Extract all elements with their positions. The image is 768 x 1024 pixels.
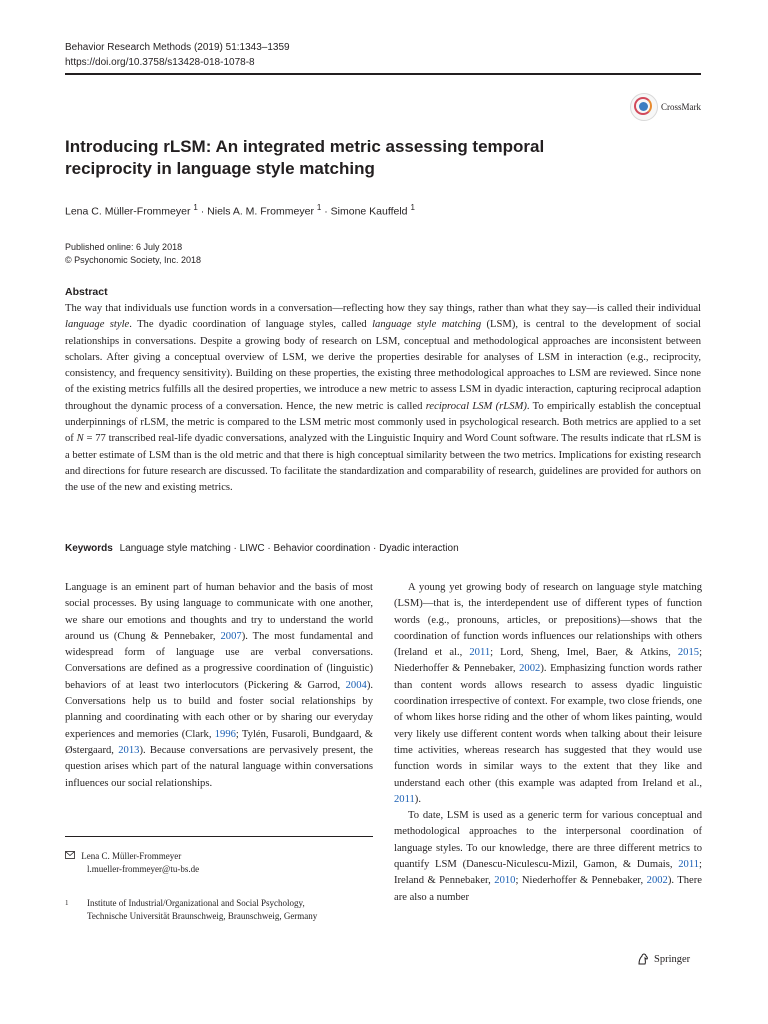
abstract-heading: Abstract (65, 286, 108, 298)
citation-link[interactable]: 2010 (494, 875, 516, 887)
correspondence (65, 850, 199, 876)
paragraph: Language is an eminent part of human behavior and the basis of most social processes. By using language to communicate with one another, we share our emotions and thoughts and try to understand the world around us (Chung & Pennebaker, 2007). The most fundamental and widespread form of language use are verbal conversations. Conversations are defined as a progressive coordination of (linguistic) behaviors of at least two interlocutors (Pickering & Garrod, 2004). Conversations help us to build and foster social relationships by planning and coordinating with each other or by sharing our everyday experiences and memories (Clark, 1996; Tylén, Fusaroli, Bundgaard, & Østergaard, 2013). Because conversations are pervasively present, the question arises which part of the natural language within conversations influences our social relationships. (65, 582, 373, 789)
author-affil-sup: 1 (410, 203, 415, 212)
affiliation-line: Technische Universität Braunschweig, Braunschweig, Germany (87, 911, 318, 921)
body-column-left (65, 580, 373, 792)
footnote-rule (65, 836, 373, 837)
doi-link[interactable]: https://doi.org/10.3758/s13428-018-1078-8 (65, 57, 255, 68)
publication-info (65, 241, 201, 267)
abstract-body: The way that individuals use function words in a conversation—reflecting how they say things, rather than what they say—is called their individual language style. The dyadic coordination of language styles, called language style matching (LSM), is central to the development of social relationships in conversations. Despite a growing body of research on LSM, conceptual and methodological approaches are inconsistent between scholars. After giving a conceptual overview of LSM, we derive the properties desirable for analyses of LSM in interaction (e.g., reciprocity, consistency, and frequency sensitivity). Building on these properties, the existing three methodological approaches to LSM are reviewed. Since none of the existing metrics fulfills all the desired properties, we introduce a new metric to assess LSM in dyadic interaction, capturing reciprocal adaption throughout the dynamic process of a conversation. Hence, the new metric is called reciprocal LSM (rLSM). To empirically establish the conceptual underpinnings of rLSM, the metric is compared to the LSM metric most commonly used in psychological research. Both metrics are applied to a set of N = 77 transcribed real-life dyadic conversations, analyzed with the Linguistic Inquiry and Word Count software. The results indicate that rLSM is a better estimate of LSM than is the old metric and that there is high conceptual similarity between the two metrics. Implications for existing research and directions for future research are discussed. To facilitate the standardization and comparability of research, guidelines are provided for authors on the use of the new and existing metrics. (65, 303, 702, 494)
author-separator: · (324, 205, 328, 218)
citation-link[interactable]: 2011 (469, 647, 491, 659)
citation-link[interactable]: 2011 (678, 859, 700, 871)
author-affil-sup: 1 (193, 203, 198, 212)
affiliation (65, 897, 365, 923)
keywords-label: Keywords (65, 543, 113, 554)
citation-link[interactable]: 2013 (118, 744, 140, 756)
journal-citation: Behavior Research Methods (2019) 51:1343–1359 (65, 42, 290, 53)
corresponding-author: Lena C. Müller-Frommeyer (81, 851, 182, 861)
crossmark-label: CrossMark (661, 102, 701, 112)
paragraph: A young yet growing body of research on language style matching (LSM)—that is, the interdependent use of different types of function words (e.g., pronouns, articles, or prepositions)—shows that the coordination of function words influences our relationships with others (Ireland et al., 2011; Lord, Sheng, Imel, Baer, & Atkins, 2015; Niederhoffer & Pennebaker, 2002). Emphasizing function words rather than content words allows research to assess dyadic linguistic coordination irrespective of context. For example, two close friends, one of whom likes horse riding and the other of whom likes painting, would very likely use different content words when talking about their leisure time activities, whereas research has suggested that they would use function words in similar ways to the extent that they like and understand each other (this example was adapted from Ireland et al., 2011). (394, 582, 703, 805)
citation-link[interactable]: 2007 (220, 630, 242, 642)
affiliation-number: 1 (65, 899, 69, 907)
crossmark-icon (630, 93, 658, 121)
keywords-list: Language style matching · LIWC · Behavior coordination · Dyadic interaction (119, 543, 459, 554)
citation-link[interactable]: 2015 (677, 647, 700, 659)
author-name[interactable]: Simone Kauffeld (330, 205, 408, 218)
citation-link[interactable]: 2002 (519, 663, 541, 675)
journal-header (65, 40, 290, 70)
published-date: Published online: 6 July 2018 (65, 242, 183, 252)
body-column-right (394, 580, 702, 906)
crossmark-badge[interactable] (630, 92, 704, 122)
paragraph: To date, LSM is used as a generic term for various conceptual and methodological approaches to the interpersonal coordination of language styles. To our knowledge, there are three different metrics to quantify LSM (Danescu-Niculescu-Mizil, Gamon, & Dumais, 2011; Ireland & Pennebaker, 2010; Niederhoffer & Pennebaker, 2002). There are also a number (394, 810, 702, 903)
publisher-logo (636, 952, 690, 966)
email-link[interactable]: l.mueller-frommeyer@tu-bs.de (87, 864, 200, 874)
author-name[interactable]: Niels A. M. Frommeyer (207, 205, 314, 218)
envelope-icon (65, 850, 79, 863)
author-affil-sup: 1 (316, 203, 322, 212)
affiliation-line: Institute of Industrial/Organizational and Social Psychology, (87, 898, 305, 908)
citation-link[interactable]: 2002 (646, 875, 668, 887)
header-rule (65, 73, 701, 75)
article-title: Introducing rLSM: An integrated metric assessing temporal reciprocity in language style matching (65, 137, 545, 178)
springer-horse-icon (636, 952, 650, 966)
author-separator: · (200, 205, 205, 218)
author-list (65, 203, 415, 218)
publisher-name: Springer (654, 953, 691, 965)
copyright: © Psychonomic Society, Inc. 2018 (65, 255, 202, 265)
author-name[interactable]: Lena C. Müller-Frommeyer (65, 205, 191, 218)
keywords (65, 543, 459, 554)
citation-link[interactable]: 2011 (394, 793, 415, 805)
citation-link[interactable]: 1996 (214, 728, 236, 740)
citation-link[interactable]: 2004 (345, 679, 367, 691)
